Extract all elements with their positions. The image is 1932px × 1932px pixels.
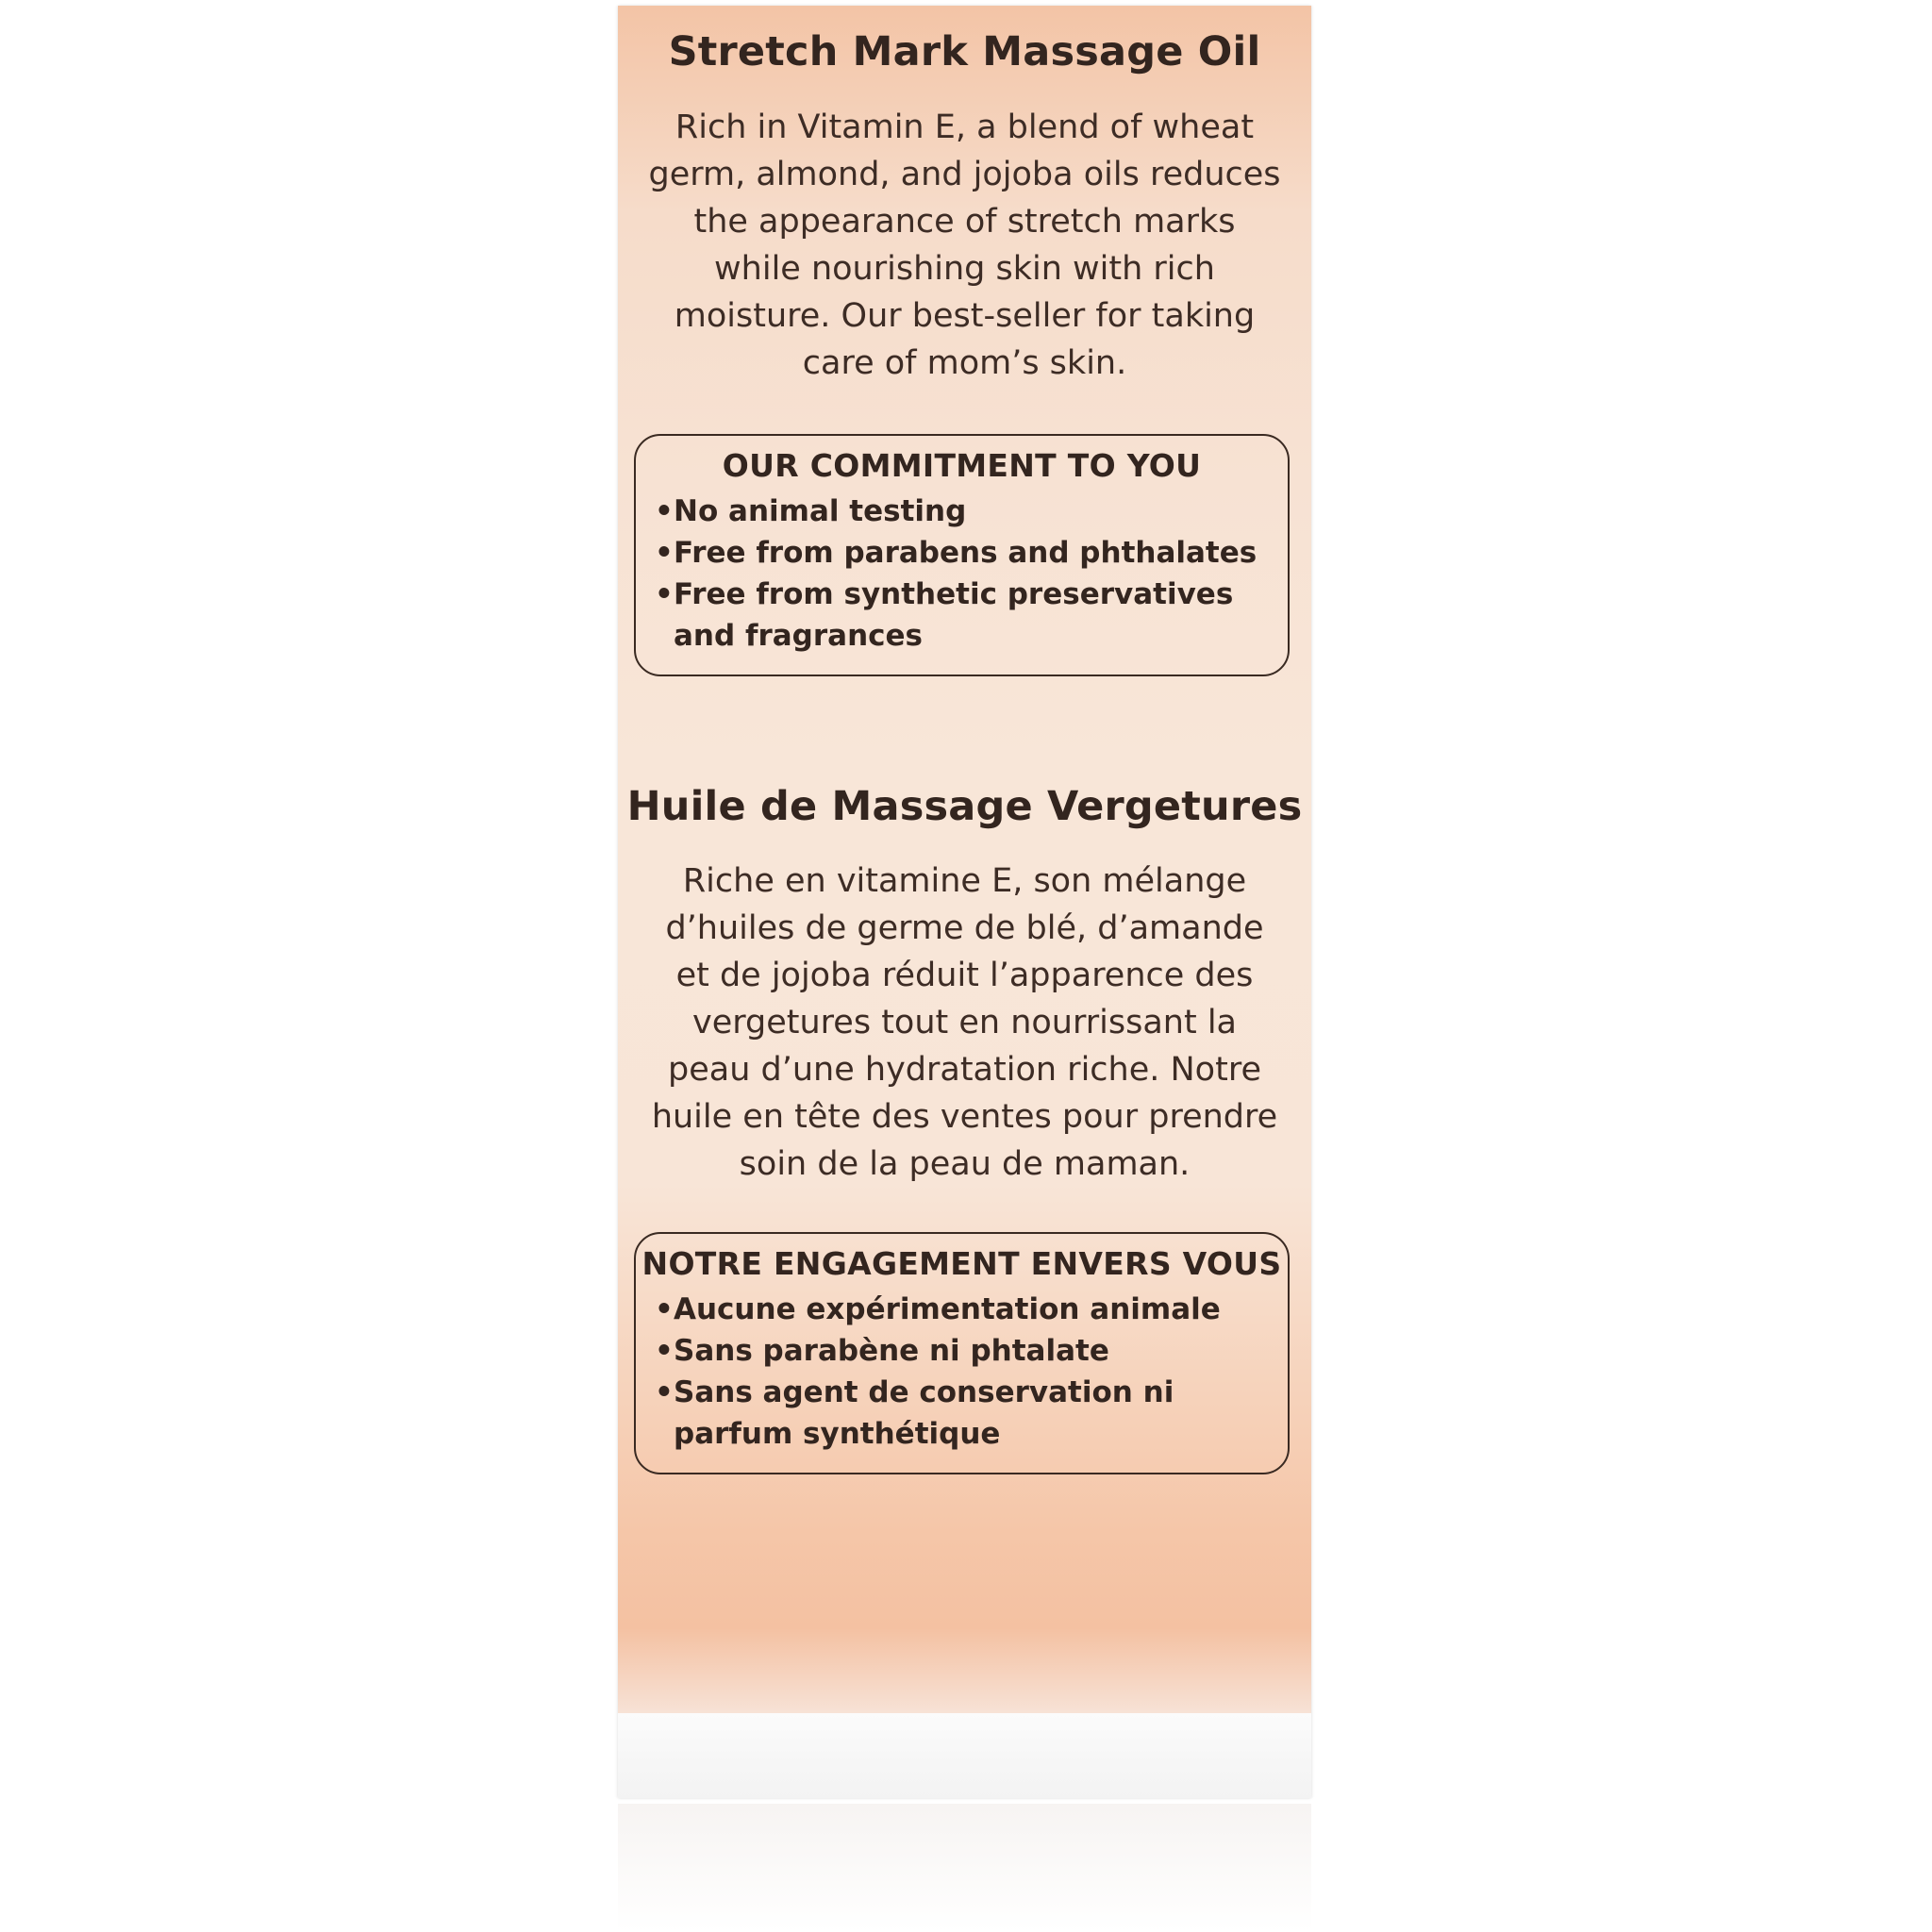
commitment-list-english: [636, 491, 1288, 657]
list-item: [655, 1330, 1288, 1372]
bullet-icon: •: [655, 536, 674, 570]
list-item: [655, 491, 1288, 532]
product-description-english: Rich in Vitamin E, a blend of wheat germ, almond, and jojoba oils reduces the appearance of stretch marks while nourishing skin with rich moisture. Our best-seller for taking care of mom’s skin.: [648, 108, 1281, 382]
commitment-panel-english: [634, 434, 1290, 676]
list-item: [655, 532, 1288, 574]
product-title-french: Huile de Massage Vergetures: [626, 783, 1303, 830]
list-item-text: Sans agent de conservation ni parfum synthétique: [674, 1375, 1174, 1451]
product-title-english: Stretch Mark Massage Oil: [668, 28, 1261, 75]
bullet-icon: •: [655, 1334, 674, 1368]
list-item-text: Sans parabène ni phtalate: [674, 1334, 1109, 1368]
list-item-text: Free from parabens and phthalates: [674, 536, 1257, 570]
commitment-heading-english: OUR COMMITMENT TO YOU: [722, 447, 1202, 484]
product-box: [618, 6, 1311, 1798]
list-item-text: Aucune expérimentation animale: [674, 1292, 1221, 1326]
box-reflection: [618, 1804, 1311, 1932]
list-item: [655, 574, 1288, 657]
bullet-icon: •: [655, 1375, 674, 1409]
commitment-heading-french: NOTRE ENGAGEMENT ENVERS VOUS: [641, 1245, 1282, 1282]
box-front-panel: [618, 6, 1311, 1713]
list-item-text: No animal testing: [674, 494, 967, 528]
commitment-panel-french: [634, 1232, 1290, 1474]
bullet-icon: •: [655, 494, 674, 528]
bullet-icon: •: [655, 1292, 674, 1326]
commitment-list-french: [636, 1289, 1288, 1455]
bullet-icon: •: [655, 577, 674, 611]
product-description-french: Riche en vitamine E, son mélange d’huiles de germe de blé, d’amande et de jojoba réduit l’apparence des vergetures tout en nourrissant la peau d’une hydratation riche. Notre huile en tête des ventes pour prendre soin de la peau de maman.: [651, 862, 1278, 1183]
list-item: [655, 1372, 1288, 1455]
box-bottom-edge: [618, 1713, 1311, 1798]
list-item: [655, 1289, 1288, 1330]
list-item-text: Free from synthetic preservatives and fragrances: [674, 577, 1234, 653]
